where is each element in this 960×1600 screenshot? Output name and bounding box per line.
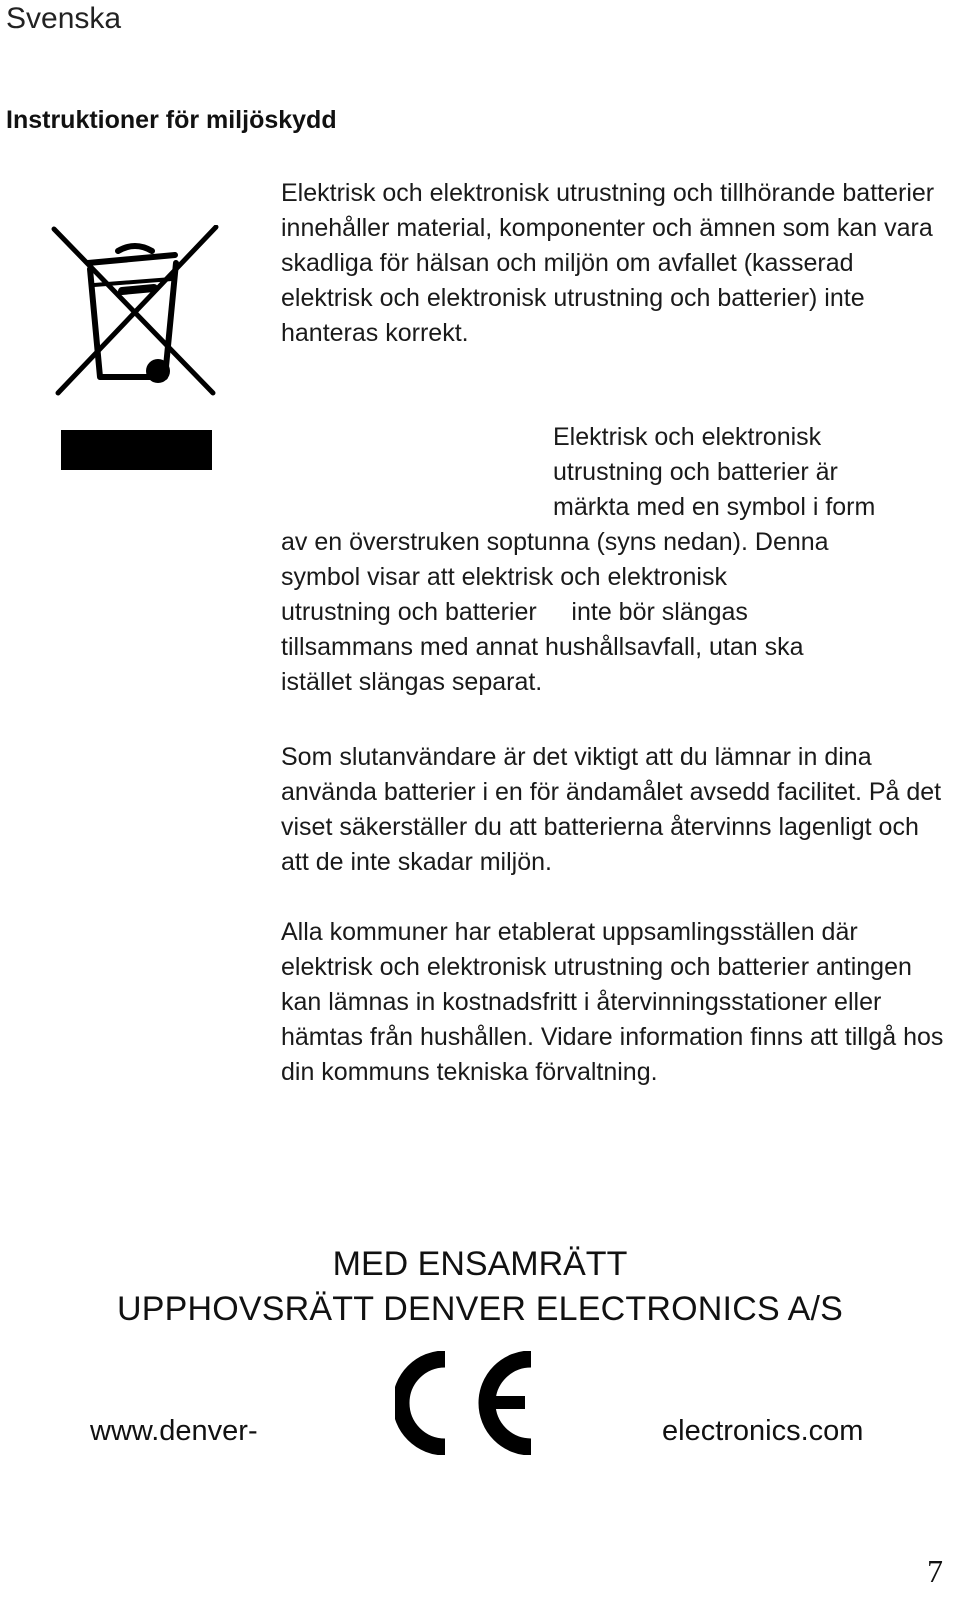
paragraph-line: av en överstruken soptunna (syns nedan). Denna <box>281 528 829 556</box>
weee-solid-bar <box>61 430 212 470</box>
rights-reserved-text: MED ENSAMRÄTT <box>332 1245 628 1283</box>
paragraph-end-user: Som slutanvändare är det viktigt att du lämnar in dina använda batterier i en för ändamålet avsedd facilitet. På det viset säkerställer du att batterierna återvinns lagenligt och att de inte skadar miljön. <box>281 743 942 876</box>
paragraph-line: utrustning och batterier är <box>553 458 838 486</box>
copyright-text: UPPHOVSRÄTT DENVER ELECTRONICS A/S <box>117 1290 843 1328</box>
paragraph-line: istället slängas separat. <box>281 668 543 696</box>
paragraph-line: märkta med en symbol i form <box>553 493 876 521</box>
weee-bin-icon <box>50 225 220 405</box>
paragraph-line: utrustning och batterier inte bör slängas <box>281 598 748 626</box>
paragraph-line: Elektrisk och elektronisk <box>553 423 822 451</box>
paragraph-symbol-info <box>281 420 951 700</box>
document-language-title: Svenska <box>6 2 122 35</box>
paragraph-hazard-info: Elektrisk och elektronisk utrustning och tillhörande batterier innehåller material, komponenter och ämnen som kan vara skadliga för hälsan och miljön om avfallet (kasserad elektrisk och elektronisk utrustning och batterier) inte hanteras korrekt. <box>281 179 935 347</box>
website-link-part2[interactable]: electronics.com <box>662 1415 864 1447</box>
section-heading: Instruktioner för miljöskydd <box>6 106 337 134</box>
paragraph-collection-points: Alla kommuner har etablerat uppsamlingsställen där elektrisk och elektronisk utrustning och batterier antingen kan lämnas in kostnadsfritt i återvinningsstationer eller hämtas från hushållen. Vidare information finns att tillgå hos din kommuns tekniska förvaltning. <box>281 918 944 1086</box>
website-link-part1[interactable]: www.denver- <box>90 1415 258 1447</box>
ce-mark-icon <box>395 1351 545 1460</box>
paragraph-line: tillsammans med annat hushållsavfall, utan ska <box>281 633 804 661</box>
page-number: 7 <box>927 1553 943 1589</box>
paragraph-line: symbol visar att elektrisk och elektronisk <box>281 563 727 591</box>
